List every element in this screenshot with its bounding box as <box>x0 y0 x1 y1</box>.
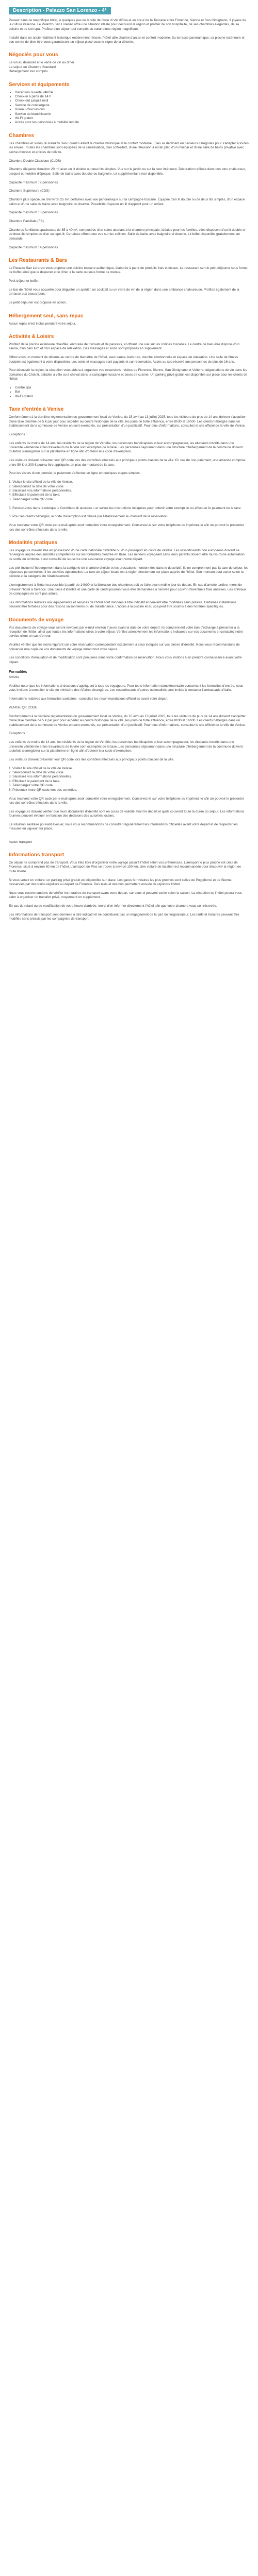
paragraph: Offrez-vous un moment de détente au centre de bien-être de l'hôtel, avec sauna, bain turc, douche émotionnelle et espace de relaxation. Une salle de fitness équipée est également à votre disposition. Les soins et massages sont payants et sur réservation. Accès au spa réservé aux personnes de plus de 16 ans. <box>9 355 238 364</box>
list-item: • Service de conciergerie <box>15 104 249 108</box>
paragraph: Vous recevrez votre QR code par e-mail après avoir complété votre enregistrement. Conservez-le sur votre téléphone ou imprimez-le afin de pouvoir le présenter lors des contrôles effectués dans la ville. <box>9 796 244 805</box>
section-heading: Documents de voyage <box>9 617 64 623</box>
paragraph: Si vous venez en voiture, un parking privé gratuit est disponible sur place. Les gares ferroviaires les plus proches sont celles de Poggibonsi et de Sienne, desservies par des trains réguliers au départ de Florence. Des taxis et des bus permettent ensuite de rejoindre l'hôtel. <box>9 878 233 886</box>
list-item: • Centre spa <box>15 386 249 390</box>
paragraph: Ce séjour ne comprend pas de transport. Vous êtes libre d'organiser votre voyage jusqu'à l'hôtel selon vos préférences. L'aéroport le plus proche est celui de Florence, situé à environ 60 km de l'hôtel. L'aéroport de Pise se trouve à environ 100 km. Une voiture de location est recommandée pour découvrir la région en toute liberté. <box>9 860 241 873</box>
paragraph: 1. Visitez le site officiel de la ville de Venise. 2. Sélectionnez la date de votre visite. 3. Saisissez vos informations personnelles. 4. Effectuez le paiement de la taxe. 5. Téléchargez votre QR code. <box>9 480 73 501</box>
paragraph: Les conditions d'annulation et de modification sont précisées dans votre confirmation de réservation. Nous vous invitons à en prendre connaissance avant votre départ. <box>9 656 242 664</box>
paragraph: Capacité maximum : 4 personnes <box>9 245 58 249</box>
list-item: • Bureau d'excursions <box>15 108 249 112</box>
paragraph: Les prix incluent l'hébergement dans la catégorie de chambre choisie et les prestations mentionnées dans le descriptif. Ils ne comprennent pas la taxe de séjour, les dépenses personnelles ni les activités optionnelles. La taxe de séjour locale est à régler directement sur place auprès de l'hôtel. Son montant peut varier selon la période et la catégorie de l'établissement. <box>9 566 249 579</box>
paragraph: Chambre Supérieure (CDS) <box>9 189 50 193</box>
list-item: • Réception ouverte 24h/24 <box>15 91 249 95</box>
paragraph: Profitez de la piscine extérieure chauffée, entourée de transats et de parasols, et offrant une vue sur les collines toscanes. Le centre de bien-être dispose d'un sauna, d'un bain turc et d'un espace de relaxation. Des massages et soins sont proposés en supplément. <box>9 342 240 351</box>
paragraph: Les informations relatives aux équipements et services de l'hôtel sont données à titre indicatif et peuvent être modifiées sans préavis. Certaines installations peuvent être fermées pour des raisons saisonnières ou de maintenance. L'accès à la piscine et au spa peut être soumis à des horaires spécifiques. <box>9 600 236 609</box>
paragraph: L'enregistrement à l'hôtel est possible à partir de 14h00 et la libération des chambres doit se faire avant midi le jour du départ. En cas d'arrivée tardive, merci de prévenir l'hôtel à l'avance. Une pièce d'identité et une carte de crédit pourront vous être demandées à l'arrivée pour couvrir d'éventuels frais annexes. Les animaux de compagnie ne sont pas admis. <box>9 583 247 596</box>
paragraph: 1. Visitez le site officiel de la ville de Venise. 2. Sélectionnez la date de votre visite. 3. Saisissez vos informations personnelles. 4. Effectuez le paiement de la taxe. 5. Téléchargez votre QR code. 6. Présentez votre QR code lors des contrôles. <box>9 766 77 792</box>
paragraph: Les voyageurs doivent vérifier que leurs documents d'identité sont en cours de validité avant le départ et qu'ils couvrent toute la durée du séjour. Les informations fournies peuvent évoluer en fonction des décisions des autorités locales. <box>9 809 245 818</box>
section-heading: Négociés pour vous <box>9 52 58 58</box>
list-item: • Check-in à partir de 14 h <box>15 95 249 99</box>
paragraph: Arrivée <box>9 675 20 680</box>
section-heading: Hébergement seul, sans repas <box>9 313 84 319</box>
paragraph: Exceptions : <box>9 732 27 736</box>
paragraph: Passez dans ce magnifique hôtel, à quelques pas de la ville de Colle di Val d'Elsa et au cœur de la Toscane entre Florence, Sienne et San Gimignano, 3 joyaux de la culture italienne. Le Palazzo San Lorenzo offre une situation idéale pour découvrir la région et profiter de son hospitalité, de ses chambres élégantes, de sa cuisine et de son spa. Profitez d'un séjour tout compris au cœur d'une région magnifique. <box>9 19 246 31</box>
paragraph: Pour les visites d'une journée, le paiement s'effectue en ligne en quelques étapes simples : <box>9 471 142 476</box>
paragraph: 5. Rendez-vous dans la rubrique « Contributo di accesso » et suivez les instructions indiquées pour obtenir votre exemption ou effectuer le paiement de la taxe. <box>9 506 242 510</box>
section-heading: Chambres <box>9 132 34 139</box>
paragraph: Le bar de l'hôtel vous accueille pour déguster un apéritif, un cocktail ou un verre de vin de la région dans une ambiance chaleureuse. Profitez également de la terrasse aux beaux jours. <box>9 287 239 296</box>
paragraph: La situation sanitaire pouvant évoluer, nous vous recommandons de consulter régulièrement les informations officielles avant votre départ et de respecter les mesures en vigueur sur place. <box>9 822 238 831</box>
list-item: • Bar <box>15 390 249 394</box>
paragraph: Pour découvrir la région, la réception vous aidera à organiser vos excursions : visites de Florence, Sienne, San Gimignano et Volterra, dégustations de vin dans les domaines du Chianti, balades à vélo ou à cheval dans la campagne toscane et cours de cuisine. Un parking privé gratuit est disponible sur place pour les clients de l'hôtel. <box>9 368 248 381</box>
paragraph: Chambres familiales spacieuses de 35 à 40 m², composées d'un salon attenant à la chambre principale. Idéales pour les familles, elles disposent d'un lit double et de deux lits simples ou d'un canapé-lit. Certaines offrent une vue sur les collines. Salle de bains avec baignoire et douche. Lit bébé disponible gratuitement sur demande. <box>9 228 246 241</box>
paragraph: Les informations de transport sont données à titre indicatif et ne constituent pas un engagement de la part de l'organisateur. Les tarifs et horaires peuvent être modifiés sans préavis par les compagnies de transport. <box>9 912 239 921</box>
paragraph: Les visiteurs doivent présenter leur QR code lors des contrôles effectués aux principaux points d'accès de la ville. <box>9 757 174 761</box>
paragraph: Le vin au déjeuner et le verre de vin au dîner Le séjour en Chambre Standard Hébergement tout compris <box>9 61 74 74</box>
description-content <box>9 19 249 922</box>
paragraph: Le Palazzo San Lorenzo vous propose une cuisine toscane authentique, élaborée à partir de produits frais et locaux. Le restaurant sert le petit-déjeuner sous forme de buffet ainsi que le déjeuner et le dîner à la carte ou sous forme de menus. <box>9 266 248 275</box>
section-heading: Services et équipements <box>9 81 70 88</box>
bullet-list <box>9 91 249 125</box>
paragraph: Aucun repas n'est inclus pendant votre séjour. <box>9 321 76 326</box>
bullet-list <box>9 386 249 399</box>
paragraph: En cas de retard ou de modification de votre heure d'arrivée, merci d'en informer directement l'hôtel afin que votre chambre vous soit réservée. <box>9 904 217 908</box>
list-item: • Accès pour les personnes à mobilité réduite <box>15 121 249 125</box>
paragraph: Veuillez vérifier que les noms figurant sur votre réservation correspondent exactement à ceux indiqués sur vos pièces d'identité. Nous vous recommandons de conserver une copie de vos documents de voyage durant tout votre séjour. <box>9 643 240 651</box>
paragraph: Conformément à la dernière réglementation du gouvernement local de Venise, du 15 avril au 13 juillet 2025, tous les visiteurs de plus de 14 ans doivent s'acquitter d'une taxe d'entrée de 5 € par jour pour accéder au centre historique de la ville, les jours de forte affluence, entre 8h30 et 16h00. Les clients hébergés dans un établissement de la commune de Venise en sont exemptés, sur présentation d'un justificatif. Pour plus d'informations, consultez le site officiel de la ville de Venise. <box>9 415 246 428</box>
section-heading: Informations transport <box>9 852 64 858</box>
section-heading: Activités & Loisirs <box>9 333 54 340</box>
paragraph: Chambre Double Classique (CLDB) <box>9 159 61 163</box>
paragraph: Les visiteurs doivent présenter leur QR code lors des contrôles effectués aux principaux points d'accès de la ville. En cas de non-paiement, une amende comprise entre 50 € et 300 € pourra être appliquée, en plus du montant de la taxe. <box>9 459 246 467</box>
paragraph: 6. Pour les clients hébergés, le code d'exemption est délivré par l'établissement au moment de la réservation. <box>9 515 169 519</box>
paragraph: Conformément à la dernière réglementation du gouvernement local de Venise, du 15 avril au 13 juillet 2025, tous les visiteurs de plus de 14 ans doivent s'acquitter d'une taxe d'entrée de 5 € par jour pour accéder au centre historique de la ville, les jours de forte affluence, entre 8h30 et 16h00. Les clients hébergés dans un établissement de la commune de Venise en sont exemptés, sur présentation d'un justificatif. Pour plus d'informations, consultez le site officiel de la ville de Venise. <box>9 714 246 727</box>
spacer <box>9 836 249 840</box>
paragraph: Vos documents de voyage vous seront envoyés par e-mail environ 7 jours avant la date de votre départ. Ils comprennent votre bon d'échange à présenter à la réception de l'hôtel, ainsi que toutes les informations utiles à votre séjour. Vérifiez attentivement les informations indiquées sur vos documents et contactez notre service client en cas d'erreur. <box>9 625 243 638</box>
paragraph: Petit-déjeuner buffet <box>9 279 39 283</box>
section-heading: Modalités pratiques <box>9 540 57 546</box>
paragraph: Veuillez noter que les informations ci-dessous s'appliquent à tous les voyageurs. Pour toute information complémentaire concernant les formalités d'entrée, nous vous invitons à consulter le site du ministère des Affaires étrangères. Les ressortissants d'autres nationalités sont invités à contacter l'ambassade d'Italie. <box>9 684 244 692</box>
paragraph: Chambre Familiale (FS) <box>9 219 44 224</box>
paragraph: Informations relatives aux formalités sanitaires : consultez les recommandations officielles avant votre départ. <box>9 697 169 701</box>
paragraph: Nous vous recommandons de vérifier les horaires de transport avant votre départ, car ceux-ci peuvent varier selon la saison. La réception de l'hôtel pourra vous aider à organiser un transfert privé, moyennant un supplément. <box>9 891 242 900</box>
paragraph: Le petit déjeuner est proposé en option. <box>9 301 67 305</box>
paragraph: Capacité maximum : 3 personnes <box>9 211 58 215</box>
paragraph: Aucun transport <box>9 840 33 844</box>
page-title: Description - Palazzo San Lorenzo - 4* <box>9 7 111 14</box>
paragraph: Installé dans un ancien bâtiment historique entièrement rénové, l'hôtel allie charme d'antan et confort moderne. Sa terrasse panoramique, sa piscine extérieure et son centre de bien-être vous garantissent un séjour placé sous le signe de la détente. <box>9 36 245 44</box>
paragraph: VENISE QR CODE <box>9 706 38 710</box>
paragraph: Exceptions : <box>9 432 27 436</box>
paragraph: Chambre plus spacieuse d'environ 25 m², certaines avec vue panoramique sur la campagne toscane. Équipée d'un lit double ou de deux lits simples, d'un espace salon et d'une salle de bains avec baignoire ou douche. Possibilité d'ajouter un lit d'appoint pour un enfant. <box>9 198 245 206</box>
section-heading: Les Restaurants & Bars <box>9 257 67 263</box>
list-item: • Wi-Fi gratuit <box>15 116 249 121</box>
paragraph: Capacité maximum : 2 personnes <box>9 180 58 184</box>
paragraph: Vous recevrez votre QR code par e-mail après avoir complété votre enregistrement. Conservez-le sur votre téléphone ou imprimez-le afin de pouvoir le présenter lors des contrôles effectués dans la ville. <box>9 523 244 532</box>
paragraph: Les voyageurs doivent être en possession d'une carte nationale d'identité ou d'un passeport en cours de validité. Les ressortissants non européens doivent se renseigner auprès des autorités compétentes sur les formalités d'entrée en Italie. Les mineurs voyageant sans leurs parents doivent être munis d'une autorisation de sortie du territoire. Il est conseillé de souscrire une assurance voyage avant votre départ. <box>9 549 245 561</box>
list-item: • Service de blanchisserie <box>15 112 249 116</box>
paragraph: Les chambres et suites du Palazzo San Lorenzo allient le charme historique et le confort moderne. Elles se déclinent en plusieurs catégories pour s'adapter à toutes les envies. Toutes les chambres sont équipées de la climatisation, d'un coffre-fort, d'une télévision à écran plat, d'un minibar et d'une salle de bains privative avec sèche-cheveux et articles de toilette. <box>9 141 249 154</box>
list-item: • Check-out jusqu'à midi <box>15 99 249 103</box>
paragraph: Chambre élégante d'environ 20 m² avec un lit double ou deux lits simples. Vue sur le jardin ou sur la cour intérieure. Décoration raffinée dans des tons chaleureux, parquet et mobilier d'époque. Salle de bains avec douche ou baignoire. Lit supplémentaire non disponible. <box>9 167 246 176</box>
paragraph: Les enfants de moins de 14 ans, les résidents de la région de Vénétie, les personnes handicapées et leur accompagnateur, les étudiants inscrits dans une université vénitienne et les travailleurs de la ville sont exemptés de la taxe. Les personnes séjournant dans une structure d'hébergement de la commune doivent toutefois s'enregistrer sur la plateforme en ligne afin d'obtenir leur code d'exemption. <box>9 740 243 753</box>
description-page <box>0 0 258 926</box>
paragraph: Les enfants de moins de 14 ans, les résidents de la région de Vénétie, les personnes handicapées et leur accompagnateur, les étudiants inscrits dans une université vénitienne et les travailleurs de la ville sont exemptés de la taxe. Les personnes séjournant dans une structure d'hébergement de la commune doivent toutefois s'enregistrer sur la plateforme en ligne afin d'obtenir leur code d'exemption. <box>9 441 243 454</box>
subsection-heading: Formalités <box>9 670 27 674</box>
list-item: • Wi-Fi gratuit <box>15 395 249 399</box>
section-heading: Taxe d'entrée à Venise <box>9 406 64 413</box>
